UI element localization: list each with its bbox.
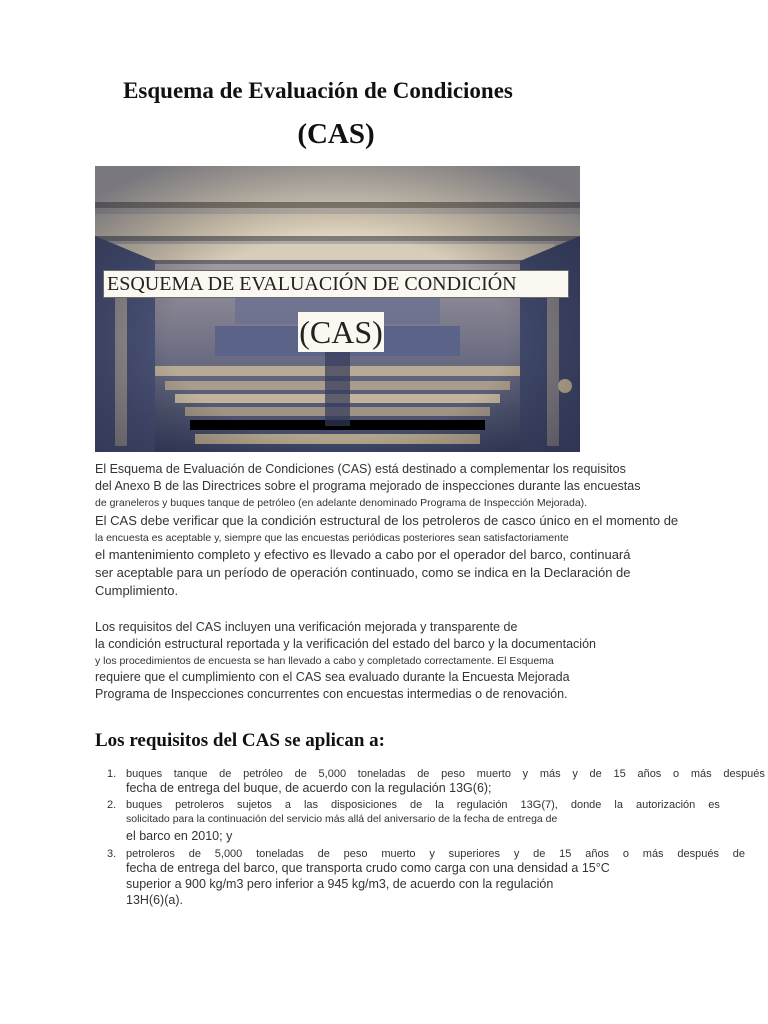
list-word: y (429, 847, 435, 860)
text-line: Los requisitos del CAS incluyen una verificación mejorada y transparente de (95, 620, 518, 634)
list-word: de (294, 768, 307, 780)
list-first-line (126, 768, 765, 780)
list-word: muerto (381, 847, 416, 860)
list-word: o (622, 847, 629, 860)
list-word: después (723, 768, 765, 780)
list-first-line (126, 799, 765, 811)
list-word: y (513, 847, 520, 860)
list-word: 13G(7), (520, 799, 558, 812)
list-number: 1. (107, 768, 117, 780)
list-word: años (637, 768, 662, 780)
list-word: más (642, 847, 664, 860)
text-line: el mantenimiento completo y efectivo es llevado a cabo por el operador del barco, continuará (95, 547, 631, 562)
list-word: de (219, 768, 232, 780)
list-word: y (572, 768, 578, 780)
list-line: el barco en 2010; y (126, 829, 233, 844)
list-word: de (317, 847, 330, 860)
list-word: toneladas (357, 768, 406, 780)
text-line: Programa de Inspecciones concurrentes con encuestas intermedias o de renovación. (95, 687, 568, 701)
list-word: de (533, 847, 546, 860)
list-word: 5,000 (214, 847, 243, 860)
list-word: disposiciones (330, 799, 398, 812)
text-line: del Anexo B de las Directrices sobre el programa mejorado de inspecciones durante las encuestas (95, 479, 641, 493)
list-word: regulación (456, 799, 508, 812)
list-item (95, 768, 765, 796)
list-item (95, 799, 765, 844)
list-word: sujetos (236, 799, 272, 812)
page-title: Esquema de Evaluación de Condiciones (123, 78, 513, 103)
requirements-paragraph (95, 619, 635, 703)
list-item (95, 848, 765, 909)
list-word: de (732, 847, 745, 860)
list-word: muerto (476, 768, 511, 780)
list-word: de (589, 768, 602, 780)
list-word: tanque (173, 768, 208, 780)
list-word: buques (126, 768, 163, 780)
intro-paragraph (95, 461, 679, 600)
list-line: solicitado para la continuación del servicio más allá del aniversario de la fecha de entrega de (126, 813, 558, 826)
list-word: toneladas (256, 847, 304, 860)
image-banner: ESQUEMA DE EVALUACIÓN DE CONDICIÓN (103, 270, 569, 298)
requirements-list (95, 768, 765, 908)
list-word: es (708, 799, 720, 812)
text-line: El CAS debe verificar que la condición estructural de los petroleros de casco único en el momento de (95, 513, 679, 528)
list-word: después (677, 847, 719, 860)
list-word: 15 (559, 847, 572, 860)
list-word: 5,000 (318, 768, 347, 780)
text-line: la condición estructural reportada y la verificación del estado del barco y la documentación (95, 637, 596, 651)
text-line: ser aceptable para un período de operación continuado, como se indica en la Declaración de (95, 565, 631, 580)
list-word: 15 (613, 768, 626, 780)
list-word: más (690, 768, 712, 780)
list-word: superiores (448, 847, 501, 860)
list-word: petróleo (243, 768, 283, 780)
image-cas-label: (CAS) (299, 314, 383, 350)
list-word: donde (570, 799, 602, 812)
text-line: Cumplimiento. (95, 583, 179, 598)
list-word: o (673, 768, 680, 780)
list-word: autorización (635, 799, 696, 812)
tank-interior-photo (95, 166, 580, 452)
list-word: las (303, 799, 318, 812)
list-word: a (284, 799, 291, 812)
list-word: petroleros (175, 799, 224, 812)
page-subtitle: (CAS) (297, 118, 375, 150)
list-word: peso (441, 768, 465, 780)
text-line: requiere que el cumplimiento con el CAS sea evaluado durante la Encuesta Mejorada (95, 670, 570, 684)
text-line: y los procedimientos de encuesta se han llevado a cabo y completado correctamente. El Esquema (95, 655, 554, 667)
list-word: de (188, 847, 201, 860)
list-number: 3. (107, 847, 117, 860)
list-line: fecha de entrega del buque, de acuerdo con la regulación 13G(6); (126, 781, 492, 795)
list-line: fecha de entrega del barco, que transporta crudo como carga con una densidad a 15°C (126, 860, 610, 875)
list-word: años (585, 847, 610, 860)
list-word: y (522, 768, 529, 780)
text-line: la encuesta es aceptable y, siempre que las encuestas periódicas posteriores sean satisfactoriamente (95, 532, 569, 544)
list-word: la (614, 799, 623, 812)
list-line: 13H(6)(a). (126, 893, 183, 907)
list-word: de (417, 768, 430, 780)
list-word: buques (126, 799, 163, 812)
list-word: de (410, 799, 423, 812)
list-number: 2. (107, 799, 117, 812)
list-word: peso (343, 847, 368, 860)
text-line: de graneleros y buques tanque de petróleo (en adelante denominado Programa de Inspección Mejorada). (95, 497, 588, 509)
list-word: petroleros (126, 847, 175, 860)
text-line: El Esquema de Evaluación de Condiciones (CAS) está destinado a complementar los requisitos (95, 462, 626, 476)
list-word: la (435, 799, 444, 812)
list-line: superior a 900 kg/m3 pero inferior a 945 kg/m3, de acuerdo con la regulación (126, 876, 554, 891)
list-first-line (126, 848, 765, 860)
section-heading: Los requisitos del CAS se aplican a: (95, 730, 385, 751)
list-word: más (539, 768, 561, 780)
